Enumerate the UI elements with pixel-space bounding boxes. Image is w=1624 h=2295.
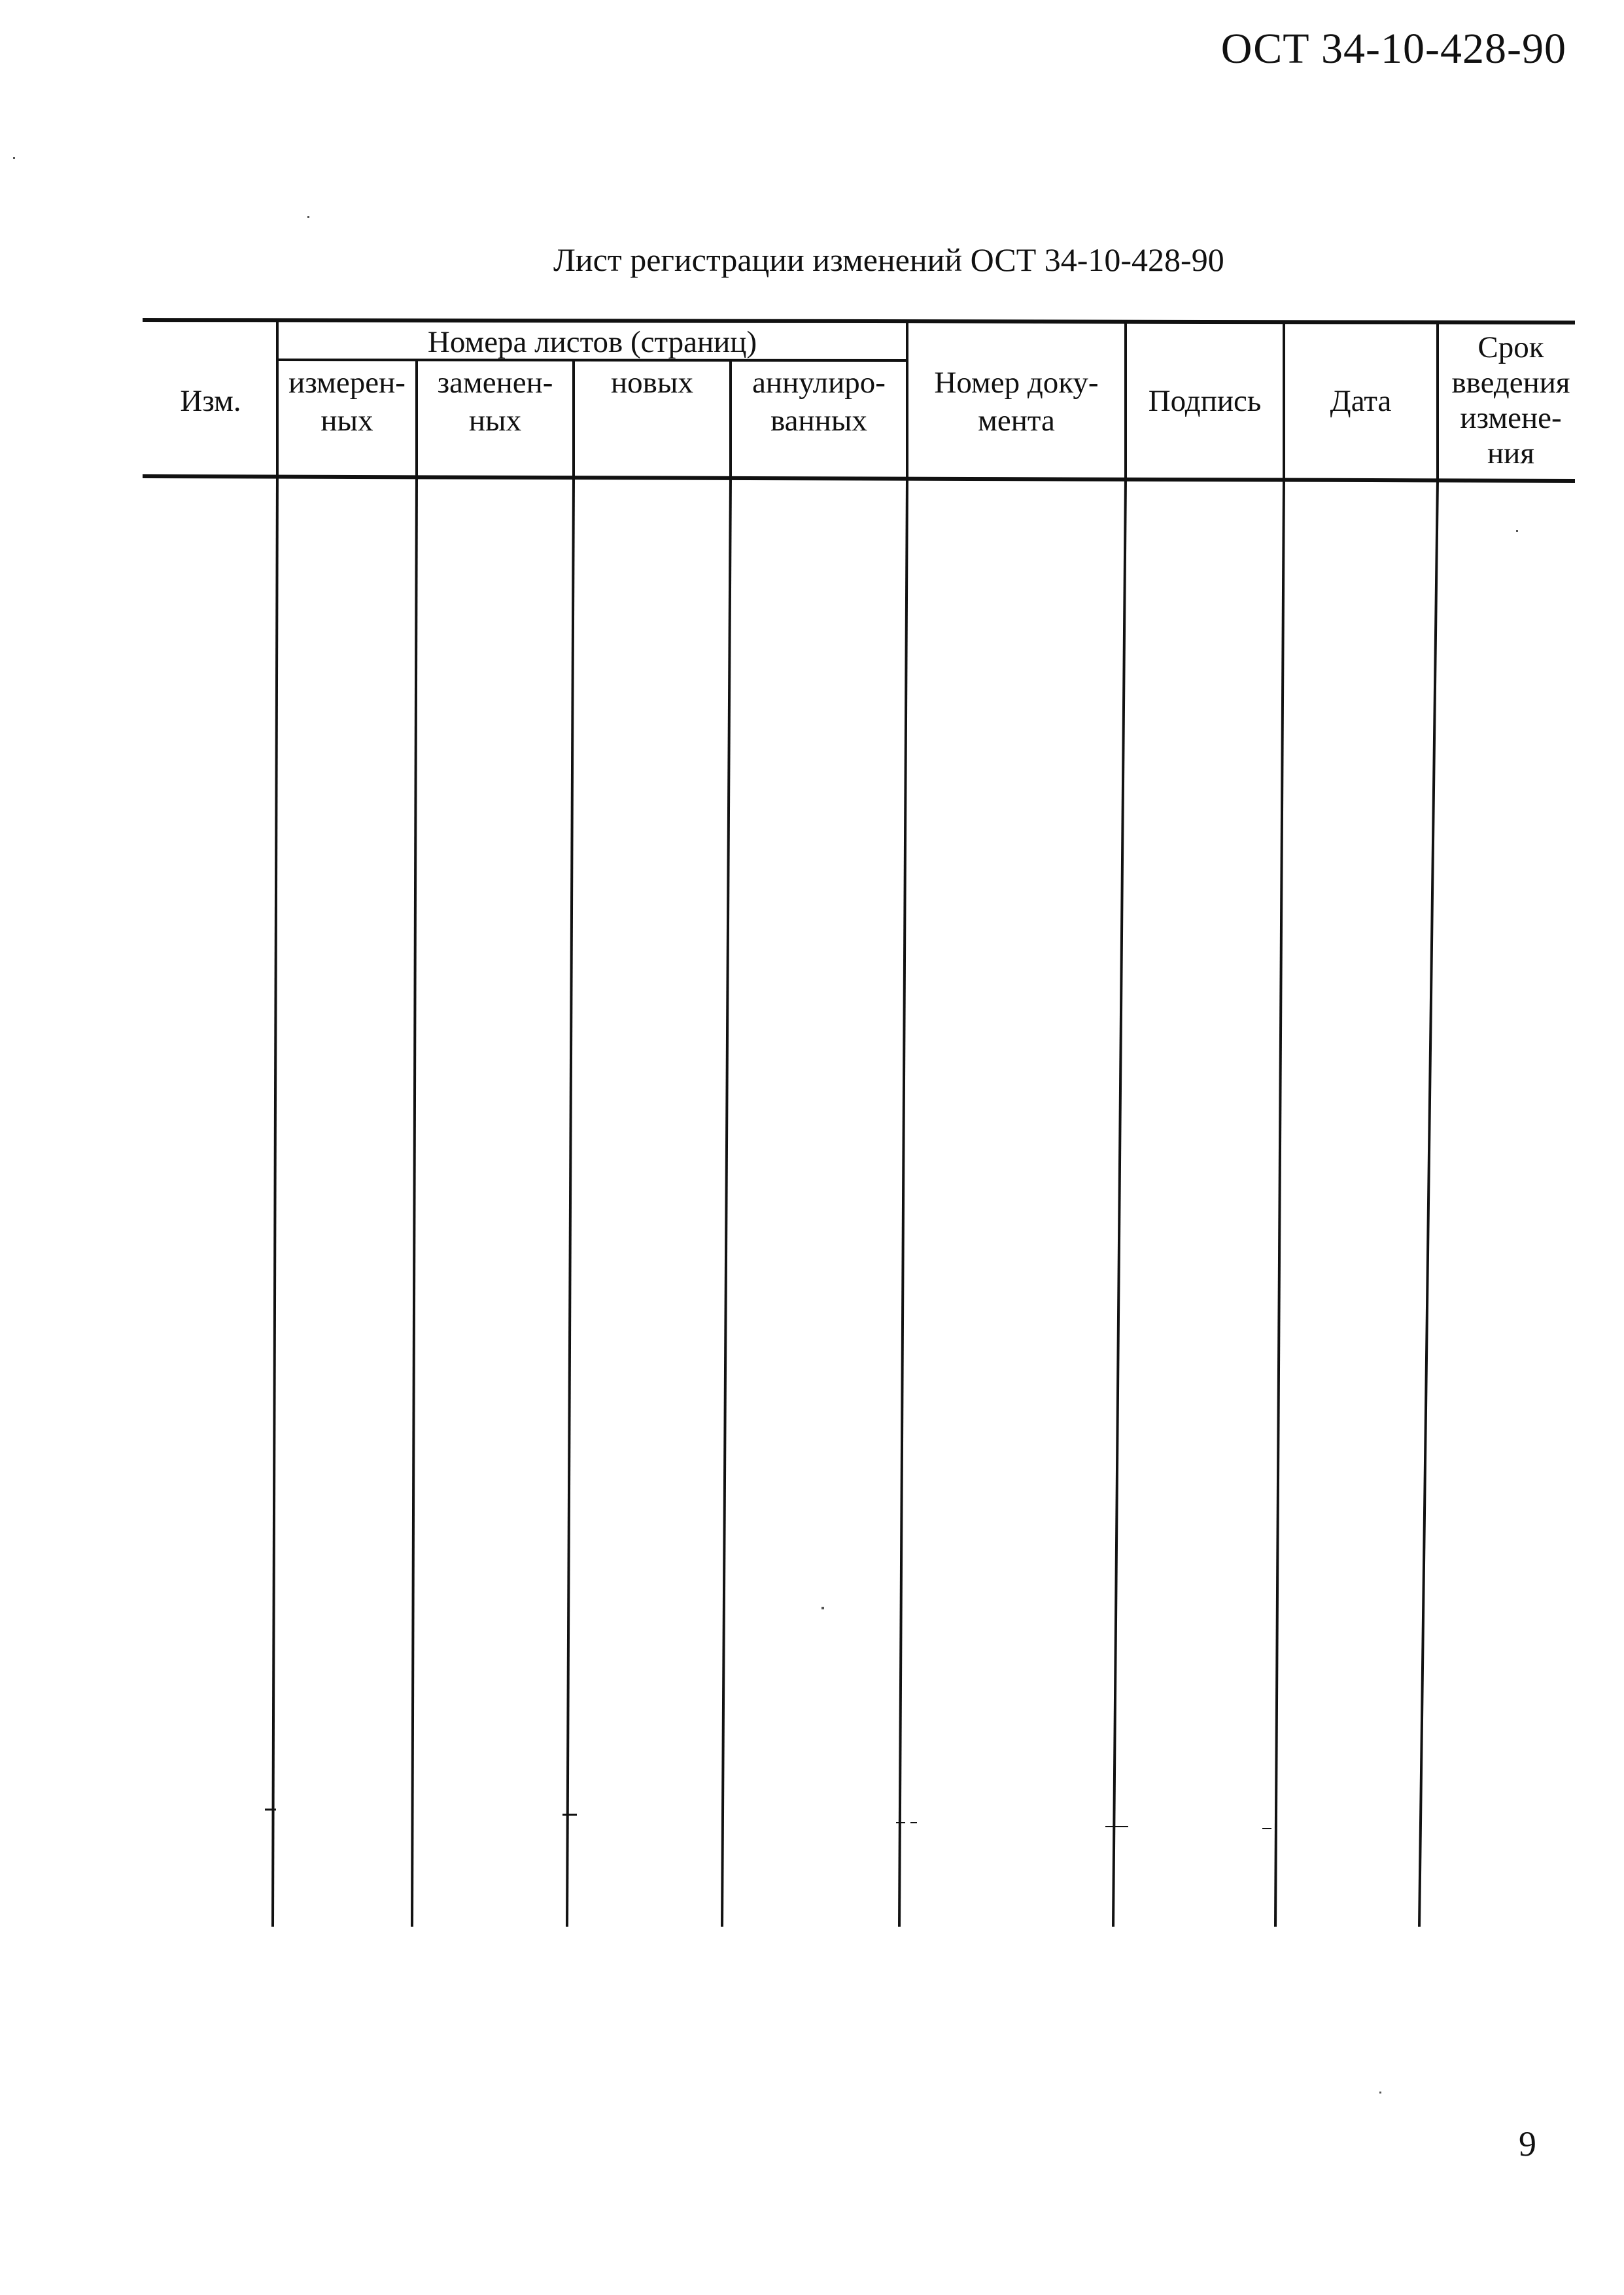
header-novykh: новых (611, 366, 693, 400)
col-line-6-body (1113, 479, 1126, 1927)
header-nomer-dokumenta: Номер доку- мента (934, 366, 1099, 438)
col-line-8-body (1419, 480, 1438, 1927)
col-line-7-body (1275, 480, 1284, 1927)
scan-speck (1379, 2092, 1381, 2094)
page-number: 9 (1519, 2124, 1536, 2164)
group-header-sheet-numbers: Номера листов (страниц) (427, 325, 757, 359)
table-top-border (143, 320, 1575, 323)
header-bottom-border (143, 476, 1575, 481)
header-izmerennykh: измерен- ных (288, 366, 406, 438)
scan-speck (13, 157, 15, 159)
header-izm: Изм. (180, 384, 241, 418)
document-code: ОСТ 34-10-428-90 (1220, 25, 1566, 73)
scan-speck (307, 216, 309, 218)
header-annulirovannykh: аннулиро- ванных (752, 366, 886, 438)
scan-speck (821, 1607, 824, 1609)
header-data: Дата (1330, 384, 1392, 418)
col-line-3-body (567, 478, 574, 1927)
header-srok-vvedeniya: Срок введения измене- ния (1451, 330, 1570, 470)
col-line-5-body (899, 478, 907, 1927)
col-line-4-body (722, 478, 731, 1927)
col-line-2-body (412, 478, 417, 1927)
scan-speck (1516, 530, 1518, 532)
header-podpis: Подпись (1148, 384, 1262, 418)
sheet-title: Лист регистрации изменений ОСТ 34-10-428-90 (553, 241, 1224, 278)
col-line-1-body (273, 477, 277, 1927)
header-zamenennykh: заменен- ных (437, 366, 553, 438)
